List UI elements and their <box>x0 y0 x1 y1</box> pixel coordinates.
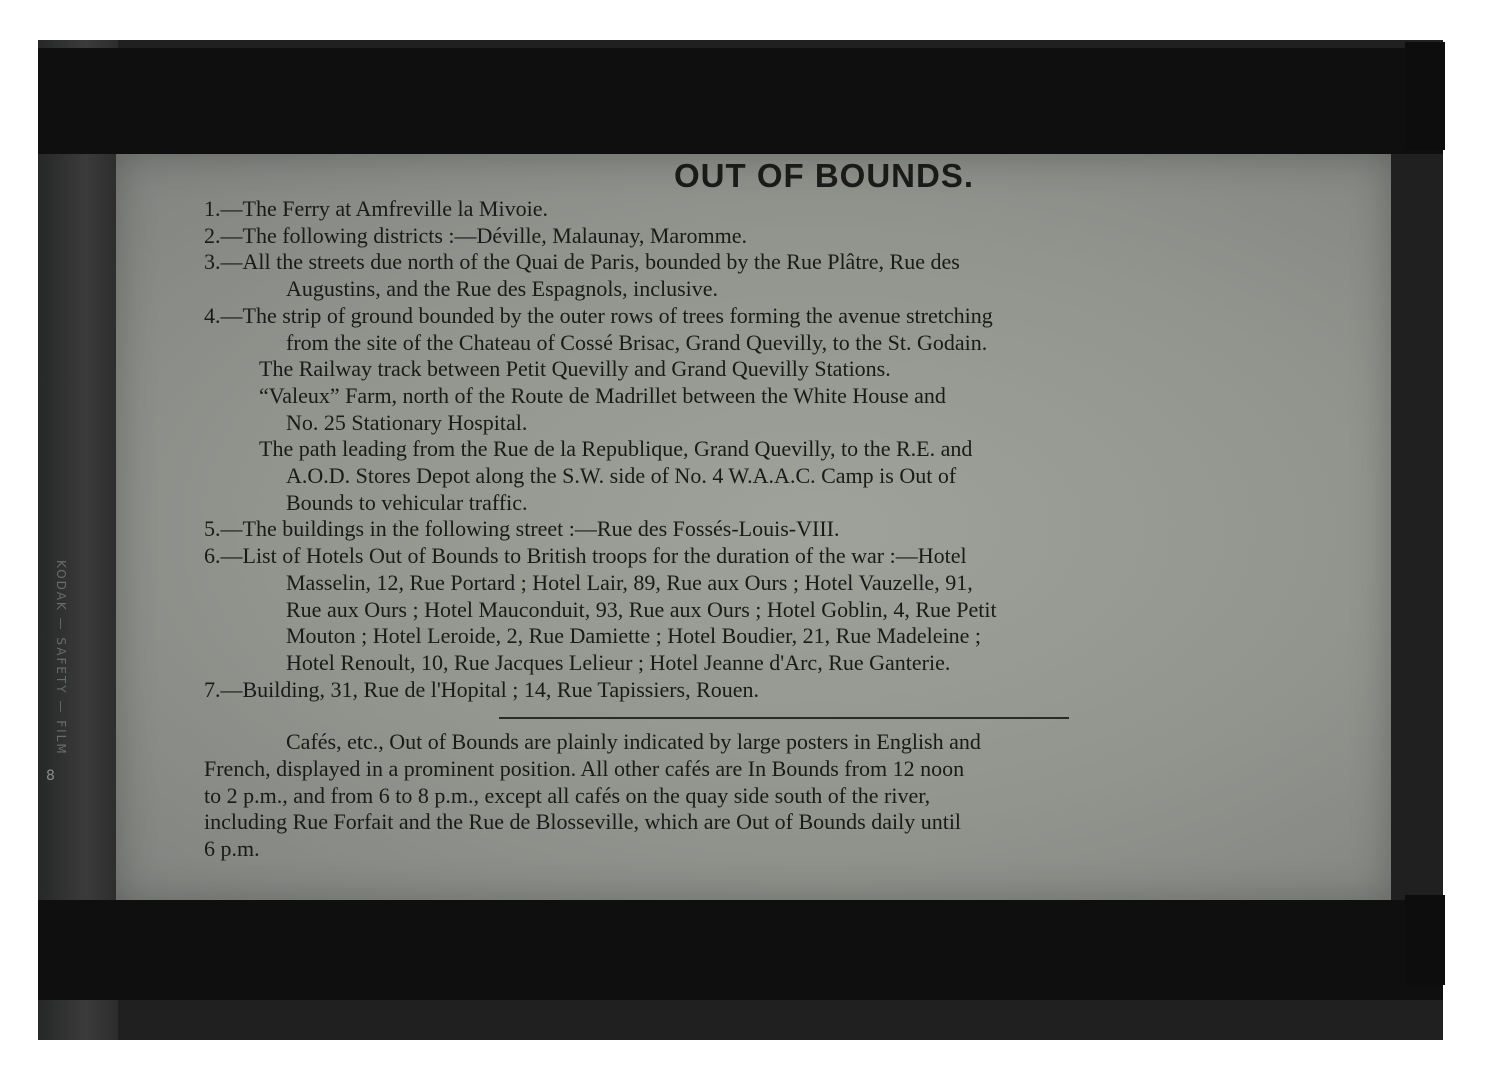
notice-paper <box>116 154 1391 902</box>
film-edge-text: KODAK — SAFETY — FILM <box>54 560 68 756</box>
railway-line: The Railway track between Petit Quevilly and Grand Quevilly Stations. <box>259 356 891 382</box>
path-line-2: A.O.D. Stores Depot along the S.W. side of No. 4 W.A.A.C. Camp is Out of <box>286 463 957 489</box>
item-6-line-3: Rue aux Ours ; Hotel Mauconduit, 93, Rue aux Ours ; Hotel Goblin, 4, Rue Petit <box>286 596 997 622</box>
frame-number: 8 <box>46 768 55 784</box>
cafes-line-2: French, displayed in a prominent position. All other cafés are In Bounds from 12 noon <box>204 756 965 782</box>
item-3-line-1: 3.—All the streets due north of the Quai de Paris, bounded by the Rue Plâtre, Rue des <box>204 249 960 275</box>
cafes-line-4: including Rue Forfait and the Rue de Blosseville, which are Out of Bounds daily until <box>204 809 962 835</box>
path-line-1: The path leading from the Rue de la Republique, Grand Quevilly, to the R.E. and <box>259 436 973 462</box>
notice-content <box>204 154 1344 863</box>
valeux-line-1: “Valeux” Farm, north of the Route de Madrillet between the White House and <box>259 382 946 408</box>
item-6-line-5: Hotel Renoult, 10, Rue Jacques Lelieur ; Hotel Jeanne d'Arc, Rue Ganterie. <box>286 649 951 675</box>
item-3-line-2: Augustins, and the Rue des Espagnols, inclusive. <box>286 276 719 302</box>
item-2-line-1: 2.—The following districts :—Déville, Malaunay, Maromme. <box>204 222 747 248</box>
item-7-line-1: 7.—Building, 31, Rue de l'Hopital ; 14, Rue Tapissiers, Rouen. <box>204 676 760 702</box>
item-4-line-1: 4.—The strip of ground bounded by the outer rows of trees forming the avenue stretching <box>204 302 993 328</box>
item-6-line-1: 6.—List of Hotels Out of Bounds to British troops for the duration of the war :—Hotel <box>204 543 967 569</box>
cafes-line-5: 6 p.m. <box>204 836 260 862</box>
item-1-line-1: 1.—The Ferry at Amfreville la Mivoie. <box>204 196 548 221</box>
notice-title: OUT OF BOUNDS. <box>674 157 974 194</box>
section-divider <box>499 717 1069 719</box>
bottom-masking-tape <box>38 900 1443 1000</box>
top-masking-tape <box>38 48 1443 154</box>
film-edge-strip <box>38 40 118 1040</box>
cafes-line-1: Cafés, etc., Out of Bounds are plainly indicated by large posters in English and <box>286 729 981 755</box>
valeux-line-2: No. 25 Stationary Hospital. <box>286 409 528 435</box>
item-4-line-2: from the site of the Chateau of Cossé Brisac, Grand Quevilly, to the St. Godain. <box>286 329 988 355</box>
item-6-line-2: Masselin, 12, Rue Portard ; Hotel Lair, 89, Rue aux Ours ; Hotel Vauzelle, 91, <box>286 569 973 595</box>
path-line-3: Bounds to vehicular traffic. <box>286 489 528 515</box>
bottom-masking-tape-end <box>1405 895 1445 985</box>
item-6-line-4: Mouton ; Hotel Leroide, 2, Rue Damiette ; Hotel Boudier, 21, Rue Madeleine ; <box>286 623 982 649</box>
cafes-paragraph <box>204 729 1344 863</box>
cafes-line-3: to 2 p.m., and from 6 to 8 p.m., except all cafés on the quay side south of the river, <box>204 782 931 808</box>
item-5-line-1: 5.—The buildings in the following street :—Rue des Fossés-Louis-VIII. <box>204 516 840 542</box>
top-masking-tape-end <box>1405 42 1445 150</box>
